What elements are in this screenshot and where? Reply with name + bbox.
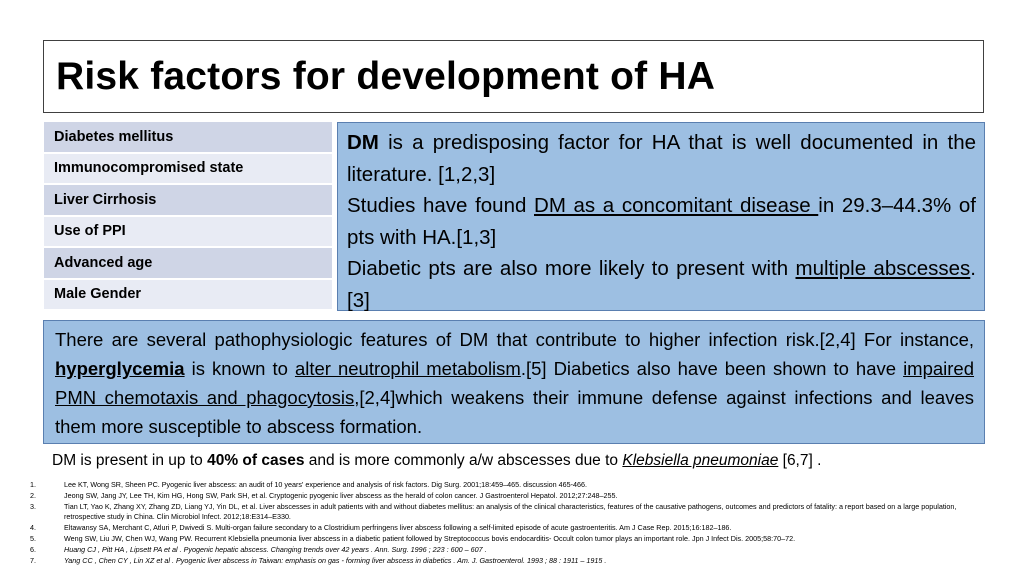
patho-underlined: alter neutrophil metabolism xyxy=(294,358,521,379)
patho-text: .[5] Diabetics also have been shown to have xyxy=(520,358,904,379)
patho-text: ,[2,4]which weakens their immune defense against infections and leaves them more susceptible to abscess formation. xyxy=(55,387,974,437)
dm-paragraph-2 xyxy=(347,190,976,253)
slide-title-box xyxy=(43,40,984,113)
risk-factor-item: Diabetes mellitus xyxy=(44,122,332,152)
slide-title: Risk factors for development of HA xyxy=(56,54,716,98)
reference-text: Yang CC , Chen CY , Lin XZ et al . Pyogenic liver abscess in Taiwan: emphasis on gas - forming liver abscess in diabetics . Am. J. Gastroenterol. 1993 ; 88 : 1911 – 1915 . xyxy=(64,555,607,565)
reference-number: 4. xyxy=(30,523,36,533)
reference-list xyxy=(30,480,990,566)
dm-underlined: multiple abscesses xyxy=(795,257,971,280)
risk-factor-item: Immunocompromised state xyxy=(44,154,332,184)
summary-bold: 40% of cases xyxy=(207,452,305,469)
dm-bold: DM xyxy=(347,131,379,154)
risk-factor-item: Advanced age xyxy=(44,248,332,278)
reference-number: 7. xyxy=(30,555,36,565)
reference-item xyxy=(30,545,990,556)
risk-factor-list xyxy=(44,122,332,311)
dm-text: Diabetic pts are also more likely to present with xyxy=(347,257,796,280)
dm-underlined: DM as a concomitant disease xyxy=(534,194,819,217)
risk-factor-item: Use of PPI xyxy=(44,217,332,247)
dm-info-box xyxy=(337,122,985,311)
reference-item xyxy=(30,491,990,502)
pathophysiology-paragraph xyxy=(55,325,974,441)
reference-number: 1. xyxy=(30,480,36,489)
reference-item xyxy=(30,480,990,491)
dm-paragraph-1 xyxy=(347,127,976,190)
summary-text: DM is present in up to xyxy=(52,452,208,469)
risk-factor-item: Male Gender xyxy=(44,280,332,310)
patho-underlined: impaired PMN chemotaxis and phagocytosis xyxy=(55,358,975,408)
summary-text: and is more commonly a/w abscesses due to xyxy=(304,452,623,469)
dm-paragraph-3 xyxy=(347,253,976,316)
reference-number: 6. xyxy=(30,544,36,554)
summary-organism: Klebsiella pneumoniae xyxy=(622,452,779,469)
reference-item xyxy=(30,534,990,545)
reference-text: Weng SW, Liu JW, Chen WJ, Wang PW. Recurrent Klebsiella pneumonia liver abscess in a diabetic patient followed by Streptococcus bovis endocarditis- Occult colon tumor plays an important role. Jpn J Infect Dis. 2005;58:70–72. xyxy=(64,533,796,543)
reference-item xyxy=(30,556,990,567)
reference-text: Huang CJ , Pitt HA , Lipsett PA et al . Pyogenic hepatic abscess. Changing trends over 42 years . Ann. Surg. 1996 ; 223 : 600 – 607 . xyxy=(64,544,487,554)
patho-hyperglycemia: hyperglycemia xyxy=(55,358,185,379)
reference-number: 3. xyxy=(30,501,36,511)
risk-factor-item: Liver Cirrhosis xyxy=(44,185,332,215)
dm-text: in 29.3–44.3% of pts with HA.[1,3] xyxy=(347,194,976,249)
reference-text: Lee KT, Wong SR, Sheen PC. Pyogenic liver abscess: an audit of 10 years' experience and analysis of risk factors. Dig Surg. 2001;18:459–465. discussion 465-466. xyxy=(64,480,588,489)
summary-text: [6,7] . xyxy=(778,452,822,469)
dm-text: .[3] xyxy=(347,257,976,312)
pathophysiology-box xyxy=(43,320,985,444)
reference-item xyxy=(30,502,990,524)
reference-number: 2. xyxy=(30,490,36,500)
reference-text: Eltawansy SA, Merchant C, Atluri P, Dwivedi S. Multi-organ failure secondary to a Clostridium perfringens liver abscess following a self-limited episode of acute gastroenteritis. Am J Case Rep. 2015;16:182–186. xyxy=(64,523,732,533)
reference-number: 5. xyxy=(30,533,36,543)
patho-text: is known to xyxy=(184,358,295,379)
summary-line xyxy=(52,451,821,471)
reference-text: Tian LT, Yao K, Zhang XY, Zhang ZD, Liang YJ, Yin DL, et al. Liver abscesses in adult patients with and without diabetes mellitus: an analysis of the clinical characteristics, features of the causative pathogens, outcomes and predictors of fatality: a report based on a large population, retrospective study in China. Clin Microbiol Infect. 2012;18:E314–E330. xyxy=(64,501,957,522)
reference-item xyxy=(30,523,990,534)
dm-text: Studies have found xyxy=(347,194,535,217)
patho-text: There are several pathophysiologic features of DM that contribute to higher infection risk.[2,4] For instance, xyxy=(55,329,974,350)
reference-text: Jeong SW, Jang JY, Lee TH, Kim HG, Hong SW, Park SH, et al. Cryptogenic pyogenic liver abscess as the herald of colon cancer. J Gastroenterol Hepatol. 2012;27:248–255. xyxy=(64,490,618,500)
dm-text: is a predisposing factor for HA that is well documented in the literature. [1,2,3] xyxy=(347,131,976,186)
